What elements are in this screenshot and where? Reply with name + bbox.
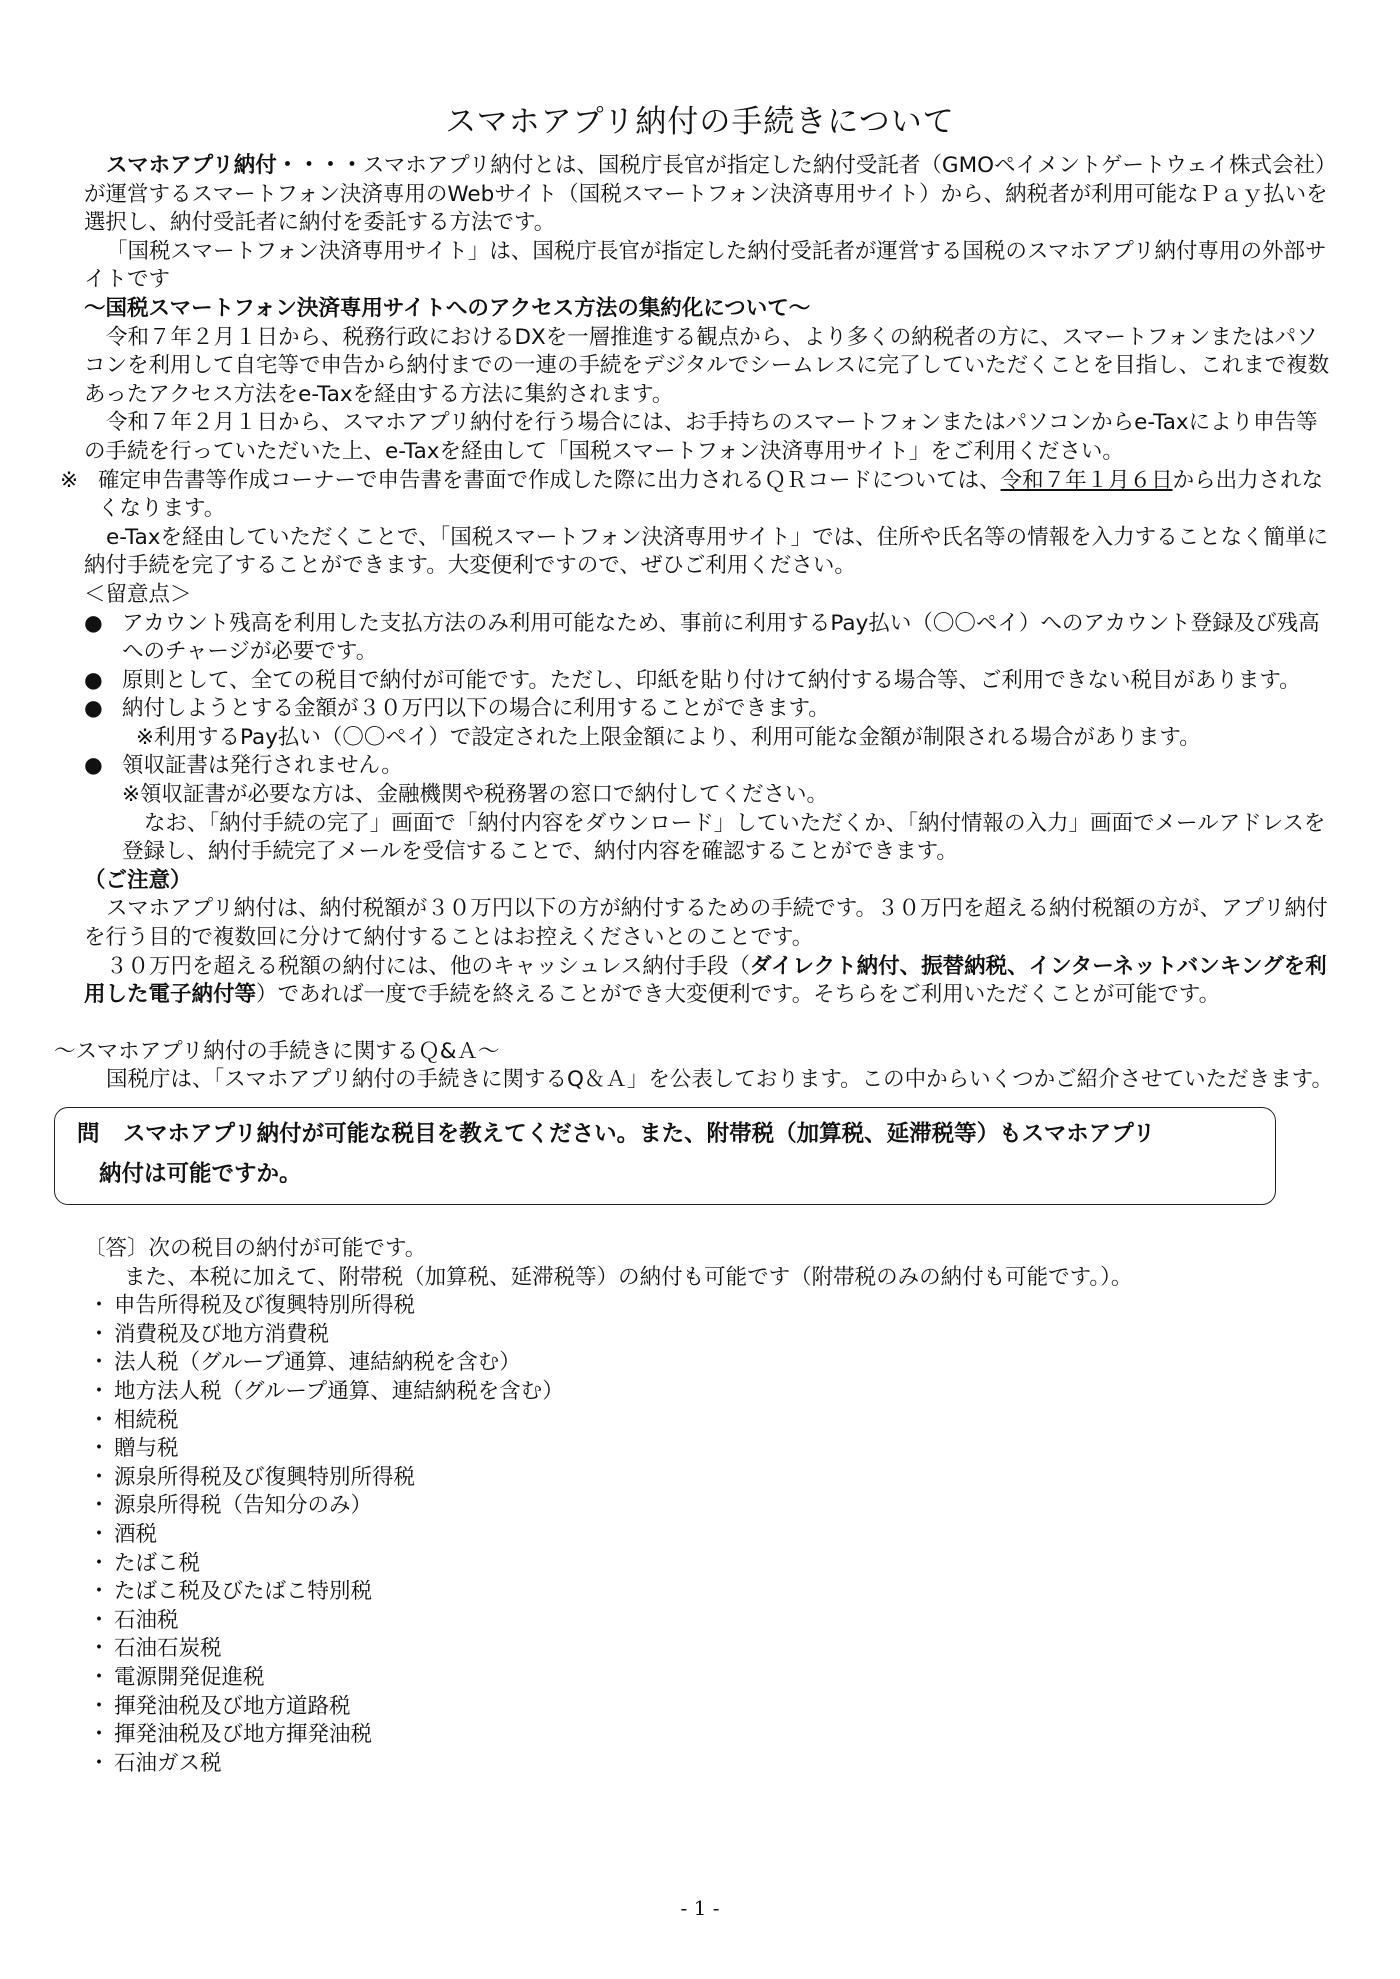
tax-item [84, 1578, 1334, 1607]
list-bullet-icon: ・ [88, 1750, 110, 1776]
list-bullet-icon: ・ [88, 1722, 110, 1748]
list-bullet-icon: ・ [88, 1436, 110, 1462]
access-note [60, 467, 1334, 524]
tax-item [84, 1750, 1334, 1779]
list-bullet-icon: ・ [88, 1464, 110, 1490]
tax-item-label: 石油ガス税 [114, 1750, 222, 1776]
point-item [84, 752, 1334, 781]
tax-item-label: 相続税 [114, 1407, 179, 1433]
tax-item-label: 法人税（グループ通算、連結納税を含む） [114, 1350, 521, 1376]
question-text-1: スマホアプリ納付が可能な税目を教えてください。また、附帯税（加算税、延滞税等）もスマホアプリ [123, 1121, 1156, 1147]
access-paragraph-2: 令和７年２月１日から、スマホアプリ納付を行う場合には、お手持ちのスマートフォンまたはパソコンからe-Taxにより申告等の手続を行っていただいた上、e-Taxを経由して「国税スマートフォン決済専用サイト」をご利用ください。 [84, 410, 1318, 464]
caution-heading: （ご注意） [84, 867, 192, 893]
note-text-before: 確定申告書等作成コーナーで申告書を書面で作成した際に出力されるＱＲコードについては、 [98, 467, 1001, 493]
tax-item [84, 1521, 1334, 1550]
note-mark: ※ [60, 467, 79, 493]
point-item [84, 667, 1334, 696]
page-number: - 1 - [680, 1896, 720, 1920]
point-item [84, 695, 1334, 724]
intro-term: スマホアプリ納付・・・・ [106, 153, 363, 178]
tax-item-label: 源泉所得税（告知分のみ） [114, 1493, 373, 1519]
tax-item-label: 揮発油税及び地方道路税 [114, 1693, 351, 1719]
tax-item-list [84, 1292, 1334, 1778]
tax-item-label: 揮発油税及び地方揮発油税 [114, 1722, 373, 1748]
answer-line-1: 〔答〕次の税目の納付が可能です。 [84, 1236, 427, 1261]
intro-definition: スマホアプリ納付とは、国税庁長官が指定した納付受託者（GMOペイメントゲートウェイ株式会社）が運営するスマートフォン決済専用のWebサイト（国税スマートフォン決済専用サイト）から、納税者が利用可能なＰａｙ払いを選択し、納付受託者に納付を委託する方法です。 [84, 153, 1328, 236]
tax-item [84, 1550, 1334, 1579]
tax-item [84, 1607, 1334, 1636]
list-bullet-icon: ・ [88, 1607, 110, 1633]
tax-item-label: 申告所得税及び復興特別所得税 [114, 1293, 416, 1319]
access-paragraph-3: e-Taxを経由していただくことで、「国税スマートフォン決済専用サイト」では、住所や氏名等の情報を入力することなく簡単に納付手続を完了することができます。大変便利ですので、ぜひご利用ください。 [84, 524, 1329, 579]
list-bullet-icon: ・ [88, 1378, 110, 1404]
caution-text-after: ）であれば一度で手続を終えることができ大変便利です。そちらをご利用いただくことが可能です。 [256, 982, 1221, 1008]
bullet-icon: ● [84, 667, 103, 693]
intro-paragraph [84, 152, 1334, 238]
point-subnote-2: なお、「納付手続の完了」画面で「納付内容をダウンロード」していただくか、「納付情報の入力」画面でメールアドレスを登録し、納付手続完了メールを受信することで、納付内容を確認することができます。 [122, 810, 1326, 865]
list-bullet-icon: ・ [88, 1407, 110, 1433]
access-heading: ～国税スマートフォン決済専用サイトへのアクセス方法の集約化について～ [84, 295, 811, 321]
point-subnote: ※領収証書が必要な方は、金融機関や税務署の窓口で納付してください。 [122, 782, 829, 808]
note-text-after: から出力されなくなります。 [98, 467, 1324, 522]
bullet-icon: ● [84, 610, 103, 636]
caution-text-before: ３０万円を超える税額の納付には、他のキャッシュレス納付手段（ [106, 953, 750, 979]
tax-item-label: たばこ税及びたばこ特別税 [114, 1579, 373, 1605]
list-bullet-icon: ・ [88, 1693, 110, 1719]
tax-item [84, 1635, 1334, 1664]
list-bullet-icon: ・ [88, 1293, 110, 1319]
tax-item-label: 源泉所得税及び復興特別所得税 [114, 1464, 416, 1490]
question-line-1 [77, 1114, 1257, 1154]
tax-item-label: 贈与税 [114, 1436, 179, 1462]
point-item [84, 610, 1334, 667]
point-text: 原則として、全ての税目で納付が可能です。ただし、印紙を貼り付けて納付する場合等、ご利用できない税目があります。 [122, 667, 1301, 693]
tax-item [84, 1664, 1334, 1693]
question-mark: 問 [77, 1121, 100, 1147]
list-bullet-icon: ・ [88, 1579, 110, 1605]
tax-item-label: 酒税 [114, 1521, 158, 1547]
point-text: 納付しようとする金額が３０万円以下の場合に利用することができます。 [122, 696, 830, 722]
question-box [54, 1107, 1276, 1205]
caution-bold-text: ダイレクト納付、振替納税、インターネットバンキングを利用した電子納付等 [84, 953, 1327, 1008]
tax-item [84, 1492, 1334, 1521]
point-text: アカウント残高を利用した支払方法のみ利用可能なため、事前に利用するPay払い（〇〇ペイ）へのアカウント登録及び残高へのチャージが必要です。 [122, 610, 1320, 665]
tax-item [84, 1321, 1334, 1350]
page-title: スマホアプリ納付の手続きについて [445, 104, 955, 140]
tax-item [84, 1407, 1334, 1436]
tax-item-label: 地方法人税（グループ通算、連結納税を含む） [114, 1378, 564, 1404]
caution-paragraph-2 [84, 953, 1334, 1010]
access-paragraph-1: 令和７年２月１日から、税務行政におけるDXを一層推進する観点から、より多くの納税者の方に、スマートフォンまたはパソコンを利用して自宅等で申告から納付までの一連の手続をデジタルでシームレスに完了していただくことを目指し、これまで複数あったアクセス方法をe-Taxを経由する方法に集約されます。 [84, 324, 1330, 407]
tax-item-label: 石油税 [114, 1607, 179, 1633]
tax-item [84, 1378, 1334, 1407]
points-heading: ＜留意点＞ [84, 581, 192, 607]
list-bullet-icon: ・ [88, 1664, 110, 1690]
list-bullet-icon: ・ [88, 1636, 110, 1662]
tax-item [84, 1721, 1334, 1750]
point-subnote: ※利用するPay払い（〇〇ペイ）で設定された上限金額により、利用可能な金額が制限される場合があります。 [136, 724, 1201, 750]
tax-item-label: 石油石炭税 [114, 1636, 222, 1662]
list-bullet-icon: ・ [88, 1493, 110, 1519]
question-line-2: 納付は可能ですか。 [99, 1161, 302, 1187]
tax-item-label: 消費税及び地方消費税 [114, 1321, 330, 1347]
bullet-icon: ● [84, 753, 103, 779]
qa-heading: ～スマホアプリ納付の手続きに関するＱ&Ａ～ [54, 1038, 500, 1064]
tax-item [84, 1693, 1334, 1722]
answer-block [84, 1235, 1334, 1778]
note-date: 令和７年１月６日 [1000, 467, 1173, 493]
list-bullet-icon: ・ [88, 1550, 110, 1576]
tax-item-label: たばこ税 [114, 1550, 201, 1576]
point-text: 領収証書は発行されません。 [122, 753, 403, 779]
tax-item [84, 1349, 1334, 1378]
caution-paragraph-1: スマホアプリ納付は、納付税額が３０万円以下の方が納付するための手続です。３０万円を超える納付税額の方が、アプリ納付を行う目的で複数回に分けて納付することはお控えくださいとのことです。 [84, 896, 1328, 951]
tax-item-label: 電源開発促進税 [114, 1664, 265, 1690]
bullet-icon: ● [84, 696, 103, 722]
site-description: 「国税スマートフォン決済専用サイト」は、国税庁長官が指定した納付受託者が運営する国税のスマホアプリ納付専用の外部サイトです [84, 238, 1327, 293]
answer-line-2: また、本税に加えて、附帯税（加算税、延滞税等）の納付も可能です（附帯税のみの納付も可能です。）。 [124, 1264, 1133, 1290]
list-bullet-icon: ・ [88, 1521, 110, 1547]
tax-item [84, 1292, 1334, 1321]
list-bullet-icon: ・ [88, 1350, 110, 1376]
qa-intro: 国税庁は、「スマホアプリ納付の手続きに関するQ＆Ａ」を公表しております。この中からいくつかご紹介させていただきます。 [106, 1067, 1333, 1093]
tax-item [84, 1435, 1334, 1464]
document-body [54, 152, 1334, 1778]
tax-item [84, 1464, 1334, 1493]
list-bullet-icon: ・ [88, 1321, 110, 1347]
